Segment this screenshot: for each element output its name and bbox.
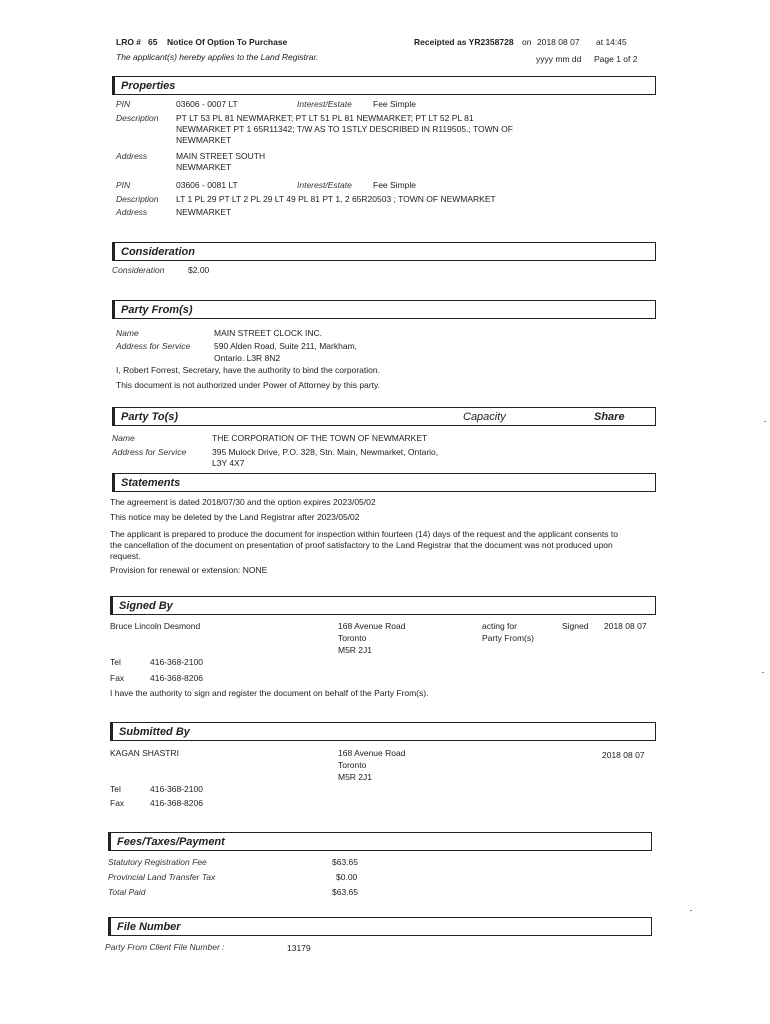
statement-line: request. — [110, 551, 141, 561]
receipt-date: 2018 08 07 — [537, 37, 580, 47]
statement-line: the cancellation of the document on presentation of proof satisfactory to the Land Registrar that the document was not produced upon — [110, 540, 613, 550]
properties-header — [112, 76, 656, 95]
fee-value: $63.65 — [332, 887, 358, 897]
signed-by-header — [110, 596, 656, 615]
consideration-value: $2.00 — [188, 265, 210, 275]
statements-header — [112, 473, 656, 492]
consideration-header — [112, 242, 656, 261]
consideration-label: Consideration — [112, 265, 165, 275]
scan-artifact — [690, 910, 692, 911]
description-label: Description — [116, 194, 159, 204]
name-label: Name — [116, 328, 139, 338]
description-label: Description — [116, 113, 159, 123]
party-from-name: MAIN STREET CLOCK INC. — [214, 328, 322, 338]
statement-line: This notice may be deleted by the Land Registrar after 2023/05/02 — [110, 512, 360, 522]
lro-label: LRO # — [116, 37, 142, 47]
fees-title: Fees/Taxes/Payment — [117, 836, 225, 848]
fee-label: Total Paid — [108, 887, 146, 897]
signed-label: Signed — [562, 621, 589, 631]
file-number-label: Party From Client File Number : — [105, 942, 225, 952]
address-line: MAIN STREET SOUTH — [176, 151, 266, 161]
fee-value: $0.00 — [336, 872, 358, 882]
signer-address-line: 168 Avenue Road — [338, 621, 406, 631]
file-number-value: 13179 — [287, 943, 311, 953]
address-line: 395 Mulock Drive, P.O. 328, Stn. Main, Newmarket, Ontario, — [212, 447, 439, 457]
fax-label: Fax — [110, 798, 125, 808]
party-to-title: Party To(s) — [121, 411, 179, 423]
statement-line: The applicant is prepared to produce the document for inspection within fourteen (14) days of the request and the applicant consents to — [110, 529, 618, 539]
signer-address-line: M5R 2J1 — [338, 645, 373, 655]
signed-by-title: Signed By — [119, 600, 173, 612]
fee-value: $63.65 — [332, 857, 358, 867]
submitter-address-line: M5R 2J1 — [338, 772, 373, 782]
share-heading: Share — [594, 411, 625, 423]
pin-label: PIN — [116, 180, 131, 190]
page-info: Page 1 of 2 — [594, 54, 638, 64]
description-line: LT 1 PL 29 PT LT 2 PL 29 LT 49 PL 81 PT 1, 2 65R20503 ; TOWN OF NEWMARKET — [176, 194, 496, 204]
fax-label: Fax — [110, 673, 125, 683]
acting-for: acting for — [482, 621, 517, 631]
pin-value: 03606 - 0007 LT — [176, 99, 238, 109]
tel-label: Tel — [110, 784, 121, 794]
fees-header — [108, 832, 652, 851]
party-from-title: Party From(s) — [121, 304, 193, 316]
address-for-service-label: Address for Service — [116, 341, 191, 351]
signing-authority: I have the authority to sign and register the document on behalf of the Party From(s). — [110, 688, 429, 698]
pin-label: PIN — [116, 99, 131, 109]
submitter-name: KAGAN SHASTRI — [110, 748, 179, 758]
address-for-service-label: Address for Service — [112, 447, 187, 457]
receipt-number: Receipted as YR2358728 — [414, 37, 514, 47]
fee-label: Provincial Land Transfer Tax — [108, 872, 216, 882]
statement-line: Provision for renewal or extension: NONE — [110, 565, 268, 575]
acting-for-party: Party From(s) — [482, 633, 534, 643]
authority-statement: I, Robert Forrest, Secretary, have the authority to bind the corporation. — [116, 365, 380, 375]
description-line: NEWMARKET — [176, 135, 232, 145]
applies-text: The applicant(s) hereby applies to the Land Registrar. — [116, 52, 319, 62]
signer-address-line: Toronto — [338, 633, 367, 643]
signer-name: Bruce Lincoln Desmond — [110, 621, 201, 631]
statements-title: Statements — [121, 477, 181, 489]
signed-date: 2018 08 07 — [604, 621, 647, 631]
tel-number: 416-368-2100 — [150, 657, 203, 667]
lro-number: 65 — [148, 37, 158, 47]
date-format: yyyy mm dd — [536, 54, 582, 64]
capacity-heading: Capacity — [463, 411, 506, 423]
document-type: Notice Of Option To Purchase — [167, 37, 288, 47]
submitted-date: 2018 08 07 — [602, 750, 645, 760]
submitted-by-title: Submitted By — [119, 726, 190, 738]
interest-value: Fee Simple — [373, 99, 416, 109]
interest-label: Interest/Estate — [297, 99, 352, 109]
submitter-address-line: Toronto — [338, 760, 367, 770]
address-line: 590 Alden Road, Suite 211, Markham, — [214, 341, 358, 351]
party-from-header — [112, 300, 656, 319]
fee-label: Statutory Registration Fee — [108, 857, 207, 867]
submitted-by-header — [110, 722, 656, 741]
address-label: Address — [116, 151, 148, 161]
pin-value: 03606 - 0081 LT — [176, 180, 238, 190]
address-label: Address — [116, 207, 148, 217]
fax-number: 416-368-8206 — [150, 673, 203, 683]
on-label: on — [522, 37, 532, 47]
file-number-title: File Number — [117, 921, 181, 933]
interest-value: Fee Simple — [373, 180, 416, 190]
submitter-address-line: 168 Avenue Road — [338, 748, 406, 758]
party-to-header — [112, 407, 656, 426]
fax-number: 416-368-8206 — [150, 798, 203, 808]
interest-label: Interest/Estate — [297, 180, 352, 190]
name-label: Name — [112, 433, 135, 443]
poa-statement: This document is not authorized under Power of Attorney by this party. — [116, 380, 380, 390]
statement-line: The agreement is dated 2018/07/30 and the option expires 2023/05/02 — [110, 497, 376, 507]
description-line: NEWMARKET PT 1 65R11342; T/W AS TO 1STLY DESCRIBED IN R119505.; TOWN OF — [176, 124, 513, 134]
address-line: L3Y 4X7 — [212, 458, 245, 468]
properties-title: Properties — [121, 80, 176, 92]
address-line: NEWMARKET — [176, 162, 232, 172]
party-to-name: THE CORPORATION OF THE TOWN OF NEWMARKET — [212, 433, 428, 443]
scan-artifact — [764, 421, 766, 422]
consideration-title: Consideration — [121, 246, 195, 258]
scan-artifact — [762, 672, 764, 673]
file-number-header — [108, 917, 652, 936]
description-line: PT LT 53 PL 81 NEWMARKET; PT LT 51 PL 81 NEWMARKET; PT LT 52 PL 81 — [176, 113, 474, 123]
tel-number: 416-368-2100 — [150, 784, 203, 794]
receipt-time: at 14:45 — [596, 37, 627, 47]
tel-label: Tel — [110, 657, 121, 667]
address-line: NEWMARKET — [176, 207, 232, 217]
address-line: Ontario. L3R 8N2 — [214, 353, 281, 363]
